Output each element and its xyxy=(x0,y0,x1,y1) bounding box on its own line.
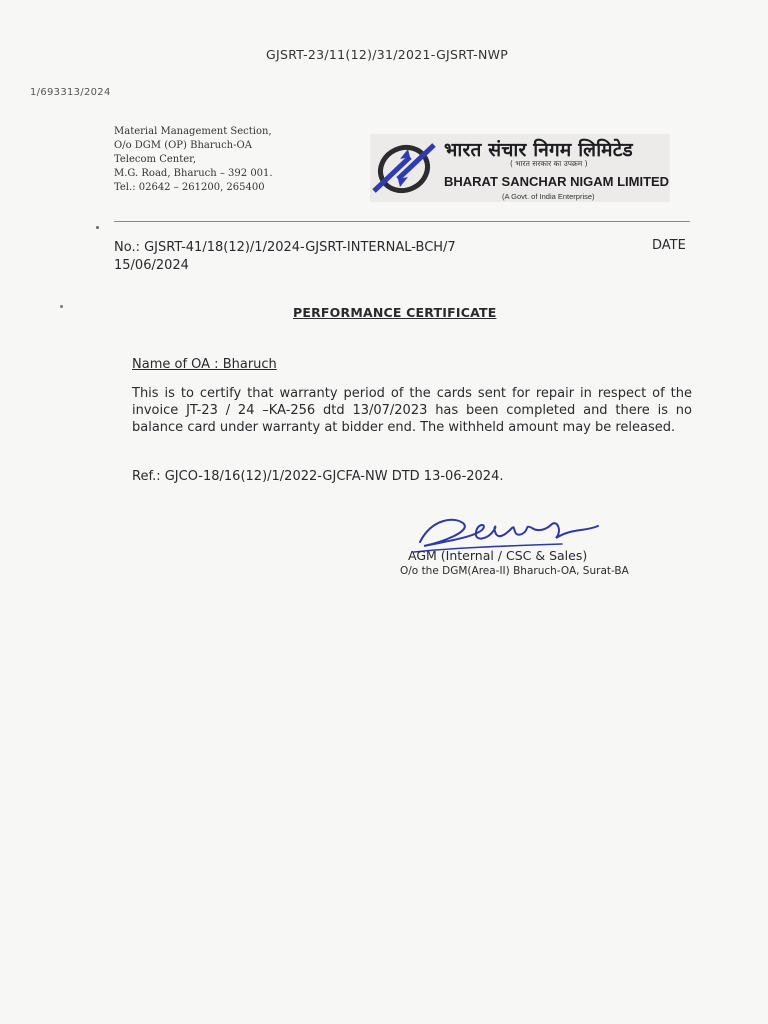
side-number: 1/693313/2024 xyxy=(30,87,111,98)
reference-number: No.: GJSRT-41/18(12)/1/2024-GJSRT-INTERNAL-BCH/7 xyxy=(114,240,456,255)
sender-line: M.G. Road, Bharuch – 392 001. xyxy=(114,168,273,179)
certificate-title: PERFORMANCE CERTIFICATE xyxy=(293,305,497,320)
sender-line: Material Management Section, xyxy=(114,126,272,137)
file-reference: GJSRT-23/11(12)/31/2021-GJSRT-NWP xyxy=(266,47,509,62)
company-name: BHARAT SANCHAR NIGAM LIMITED xyxy=(444,174,670,189)
company-name-hindi: भारत संचार निगम लिमिटेड xyxy=(444,139,633,161)
bsnl-logo-icon xyxy=(370,139,440,197)
oa-name: Name of OA : Bharuch xyxy=(132,357,277,372)
sender-line: O/o DGM (OP) Bharuch-OA xyxy=(114,140,252,151)
scan-speck xyxy=(96,226,99,229)
certificate-body xyxy=(132,385,692,436)
sender-line: Tel.: 02642 – 261200, 265400 xyxy=(114,182,265,193)
date-value: 15/06/2024 xyxy=(114,258,189,273)
date-label: DATE xyxy=(652,238,686,253)
company-subtitle-hindi: ( भारत सरकार का उपक्रम ) xyxy=(510,159,588,168)
sender-line: Telecom Center, xyxy=(114,154,197,165)
scan-speck xyxy=(60,305,63,308)
sender-address xyxy=(114,125,273,195)
header-divider xyxy=(114,221,690,222)
body-paragraph: This is to certify that warranty period of the cards sent for repair in respect of the invoice JT-23 / 24 –KA-256 dtd 13/07/2023 has been completed and there is no balance card under warranty at bidder end. The withheld amount may be released. xyxy=(132,386,692,435)
signatory-designation: AGM (Internal / CSC & Sales) xyxy=(408,548,588,563)
company-subtitle: (A Govt. of India Enterprise) xyxy=(502,192,595,201)
signatory-office: O/o the DGM(Area-II) Bharuch-OA, Surat-BA xyxy=(400,565,629,577)
reference-line: Ref.: GJCO-18/16(12)/1/2022-GJCFA-NW DTD 13-06-2024. xyxy=(132,469,504,484)
